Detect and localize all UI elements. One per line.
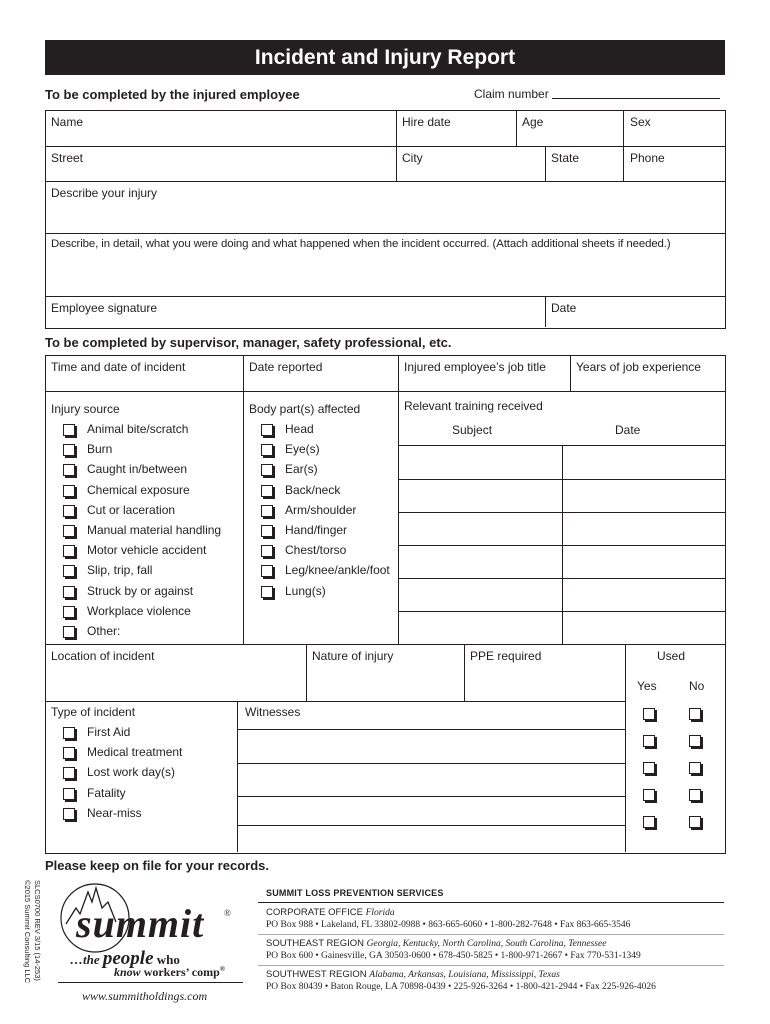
- type-incident-label: Type of incident: [51, 705, 136, 719]
- date-reported-field[interactable]: Date reported: [249, 360, 323, 374]
- claim-number-label: Claim number: [474, 87, 549, 101]
- injury-source-checkbox[interactable]: [63, 565, 75, 577]
- injury-source-label: Struck by or against: [87, 583, 194, 598]
- incident-type-checkbox[interactable]: [63, 727, 75, 739]
- ppe-no-checkbox[interactable]: [689, 762, 701, 774]
- body-part-checkbox[interactable]: [261, 424, 273, 436]
- southeast-region-line: SOUTHEAST REGION Georgia, Kentucky, North Carolina, South Carolina, Tennessee: [266, 938, 607, 949]
- injury-source-label: Burn: [87, 442, 113, 457]
- summit-logo: summit ® …the people who know workers’ comp®: [58, 880, 248, 990]
- body-part-label: Head: [285, 422, 314, 436]
- incident-type-label: Lost work day(s): [87, 765, 176, 780]
- years-experience-field[interactable]: Years of job experience: [576, 360, 701, 374]
- employee-signature-field[interactable]: Employee signature: [51, 301, 158, 315]
- ppe-required-field[interactable]: PPE required: [470, 649, 542, 663]
- ppe-no-checkbox[interactable]: [689, 789, 701, 801]
- incident-type-checkbox[interactable]: [63, 808, 75, 820]
- signature-date-field[interactable]: Date: [551, 301, 577, 315]
- injury-source-label: Chemical exposure: [87, 482, 190, 497]
- body-part-label: Hand/finger: [285, 523, 348, 537]
- incident-type-label: Fatality: [87, 785, 126, 800]
- body-part-label: Ear(s): [285, 462, 318, 477]
- city-field[interactable]: City: [402, 151, 423, 165]
- ppe-yes-label: Yes: [637, 679, 657, 693]
- body-parts-label: Body part(s) affected: [249, 402, 361, 416]
- logo-wordmark: summit: [76, 901, 205, 946]
- age-field[interactable]: Age: [522, 115, 544, 129]
- body-part-checkbox[interactable]: [261, 586, 273, 598]
- incident-type-checkbox[interactable]: [63, 767, 75, 779]
- injury-source-checkbox[interactable]: [63, 424, 75, 436]
- location-incident-field[interactable]: Location of incident: [51, 649, 155, 663]
- supervisor-section-heading: To be completed by supervisor, manager, safety professional, etc.: [45, 335, 452, 350]
- street-field[interactable]: Street: [51, 151, 84, 165]
- corporate-address: PO Box 988 • Lakeland, FL 33802-0988 • 863-665-6060 • 1-800-282-7648 • Fax 863-665-3546: [266, 920, 631, 930]
- incident-type-label: Near-miss: [87, 805, 142, 820]
- injury-source-label: Manual material handling: [87, 523, 222, 537]
- injury-source-label: Injury source: [51, 402, 120, 416]
- body-part-checkbox[interactable]: [261, 525, 273, 537]
- state-field[interactable]: State: [551, 151, 580, 165]
- injury-source-label: Workplace violence: [87, 603, 191, 618]
- witnesses-label: Witnesses: [245, 705, 301, 719]
- injury-source-label: Cut or laceration: [87, 502, 176, 517]
- form-title: Incident and Injury Report: [45, 40, 725, 75]
- ppe-no-checkbox[interactable]: [689, 816, 701, 828]
- time-date-incident-field[interactable]: Time and date of incident: [51, 360, 186, 374]
- side-revision-text: SLCS0700 REV 3/15 (14-253) ©2015 Summit Consulting LLC: [23, 880, 42, 984]
- injury-source-checkbox[interactable]: [63, 444, 75, 456]
- body-part-label: Lung(s): [285, 583, 326, 598]
- injury-source-checkbox[interactable]: [63, 626, 75, 638]
- training-date-header: Date: [615, 423, 641, 437]
- describe-detail-field[interactable]: Describe, in detail, what you were doing and what happened when the incident occurred. (Attach additional sheets if needed.): [51, 238, 671, 250]
- body-part-checkbox[interactable]: [261, 464, 273, 476]
- southwest-address: PO Box 80439 • Baton Rouge, LA 70898-0439 • 225-926-3264 • 1-800-421-2944 • Fax 225-926-4026: [266, 982, 656, 992]
- ppe-yes-checkbox[interactable]: [643, 708, 655, 720]
- incident-type-label: Medical treatment: [87, 745, 183, 760]
- body-part-checkbox[interactable]: [261, 505, 273, 517]
- ppe-yes-checkbox[interactable]: [643, 816, 655, 828]
- ppe-no-checkbox[interactable]: [689, 708, 701, 720]
- incident-type-checkbox[interactable]: [63, 747, 75, 759]
- employee-section-heading: To be completed by the injured employee: [45, 87, 300, 102]
- ppe-yes-checkbox[interactable]: [643, 735, 655, 747]
- ppe-yes-checkbox[interactable]: [643, 762, 655, 774]
- injury-source-checkbox[interactable]: [63, 525, 75, 537]
- nature-injury-field[interactable]: Nature of injury: [312, 649, 394, 663]
- name-field[interactable]: Name: [51, 115, 84, 129]
- injury-source-label: Slip, trip, fall: [87, 563, 153, 578]
- ppe-no-checkbox[interactable]: [689, 735, 701, 747]
- incident-type-label: First Aid: [87, 725, 131, 739]
- hire-date-field[interactable]: Hire date: [402, 115, 451, 129]
- ppe-yes-checkbox[interactable]: [643, 789, 655, 801]
- ppe-used-label: Used: [657, 649, 686, 663]
- job-title-field[interactable]: Injured employee’s job title: [404, 360, 546, 374]
- phone-field[interactable]: Phone: [630, 151, 665, 165]
- injury-source-checkbox[interactable]: [63, 505, 75, 517]
- southeast-address: PO Box 600 • Gainesville, GA 30503-0600 • 678-450-5825 • 1-800-971-2667 • Fax 770-531-1349: [266, 951, 641, 961]
- corporate-office-line: CORPORATE OFFICE Florida: [266, 907, 395, 918]
- injury-source-checkbox[interactable]: [63, 545, 75, 557]
- body-part-label: Eye(s): [285, 442, 320, 457]
- describe-injury-field[interactable]: Describe your injury: [51, 186, 158, 200]
- injury-source-label: Caught in/between: [87, 462, 188, 477]
- injury-source-checkbox[interactable]: [63, 586, 75, 598]
- injury-source-label: Motor vehicle accident: [87, 543, 207, 558]
- southwest-region-line: SOUTHWEST REGION Alabama, Arkansas, Louisiana, Mississippi, Texas: [266, 969, 560, 980]
- body-part-checkbox[interactable]: [261, 545, 273, 557]
- training-subject-header: Subject: [452, 423, 493, 437]
- website-link[interactable]: www.summitholdings.com: [82, 989, 208, 1003]
- injury-source-label: Animal bite/scratch: [87, 422, 189, 436]
- offices-heading: SUMMIT LOSS PREVENTION SERVICES: [266, 888, 444, 898]
- incident-type-checkbox[interactable]: [63, 788, 75, 800]
- body-part-checkbox[interactable]: [261, 485, 273, 497]
- body-part-label: Back/neck: [285, 482, 341, 497]
- body-part-checkbox[interactable]: [261, 444, 273, 456]
- keep-on-file-note: Please keep on file for your records.: [45, 858, 269, 873]
- body-part-label: Arm/shoulder: [285, 502, 357, 517]
- training-label: Relevant training received: [404, 399, 543, 413]
- ppe-no-label: No: [689, 679, 705, 693]
- injury-source-checkbox[interactable]: [63, 485, 75, 497]
- body-part-label: Leg/knee/ankle/foot: [285, 563, 390, 578]
- injury-source-label: Other:: [87, 624, 121, 638]
- body-part-checkbox[interactable]: [261, 565, 273, 577]
- claim-number-field[interactable]: [552, 98, 720, 99]
- injury-source-checkbox[interactable]: [63, 606, 75, 618]
- sex-field[interactable]: Sex: [630, 115, 651, 129]
- body-part-label: Chest/torso: [285, 543, 347, 558]
- injury-source-checkbox[interactable]: [63, 464, 75, 476]
